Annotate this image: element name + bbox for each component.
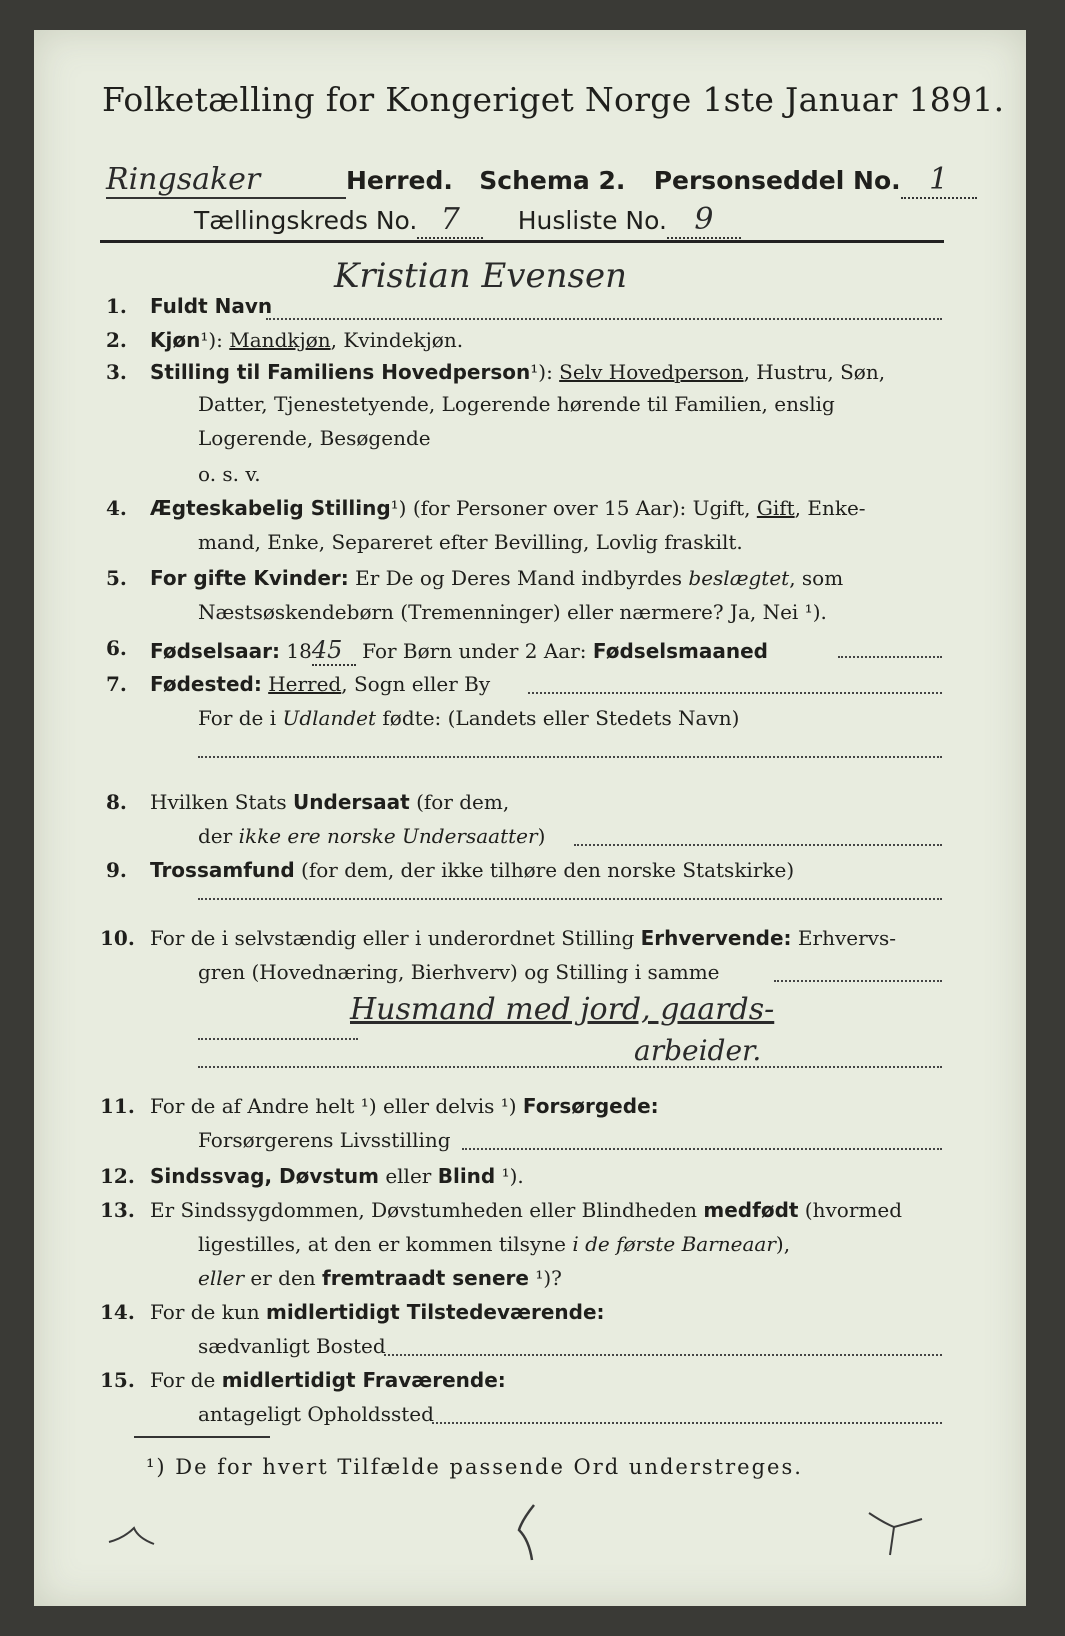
item-3-text-a: : <box>546 360 560 384</box>
herred-handwritten: Ringsaker <box>106 162 346 199</box>
item-7-line2-a: For de i <box>198 706 283 730</box>
item-15-dots <box>432 1422 942 1424</box>
item-4-number: 4. <box>106 496 127 520</box>
item-3-line3: Logerende, Besøgende <box>198 426 431 450</box>
item-9-dots <box>198 898 942 900</box>
item-2-text-a: : <box>216 328 230 352</box>
item-10-number: 10. <box>100 926 135 950</box>
item-7-label: Fødested: <box>150 672 262 696</box>
personseddel-number: 1 <box>901 162 977 199</box>
item-9-text-a: (for dem, der ikke tilhøre den norske Statskirke) <box>294 858 795 882</box>
item-4-sup: ¹) <box>390 496 407 520</box>
item-7-underlined: Herred <box>268 672 342 696</box>
item-5-text-b: , som <box>789 566 844 590</box>
item-2 <box>150 328 463 352</box>
item-13 <box>150 1198 902 1222</box>
item-13-line3 <box>198 1266 562 1290</box>
item-4-text-a: (for Personer over 15 Aar): Ugift, <box>406 496 757 520</box>
item-5-number: 5. <box>106 566 127 590</box>
item-2-number: 2. <box>106 328 127 352</box>
item-15-line2: antageligt Opholdssted <box>198 1402 434 1426</box>
husliste-label: Husliste No. <box>517 206 667 235</box>
item-5-line2: Næstsøskendebørn (Tremenninger) eller nærmere? Ja, Nei ¹). <box>198 600 827 624</box>
item-11-number: 11. <box>100 1094 135 1118</box>
item-12-text-a: eller <box>378 1164 438 1188</box>
item-13-line3-italic: eller <box>198 1266 245 1290</box>
item-12 <box>150 1164 524 1188</box>
item-2-text-b: , Kvindekjøn. <box>330 328 464 352</box>
item-8-label: Undersaat <box>293 790 410 814</box>
item-3-label: Stilling til Familiens Hovedperson <box>150 360 531 384</box>
item-4 <box>150 496 866 520</box>
item-13-label: medfødt <box>703 1198 799 1222</box>
kreds-label: Tællingskreds No. <box>194 206 418 235</box>
item-7-line2 <box>198 706 739 730</box>
item-10 <box>150 926 896 950</box>
header-herred-line <box>106 162 977 199</box>
item-4-underlined: Gift <box>756 496 795 520</box>
item-6-dots <box>838 656 942 658</box>
item-15-text-a: For de <box>150 1368 222 1392</box>
item-13-text-a: Er Sindssygdommen, Døvstumheden eller Blindheden <box>150 1198 704 1222</box>
item-11-text-a: For de af Andre helt ¹) eller delvis ¹) <box>150 1094 523 1118</box>
header-rule <box>100 240 944 243</box>
item-3-sup: ¹) <box>530 360 547 384</box>
item-12-text-b: ¹). <box>495 1164 524 1188</box>
item-5-text-a: Er De og Deres Mand indbyrdes <box>348 566 689 590</box>
pencil-mark-center <box>504 1500 554 1570</box>
item-11-dots <box>462 1148 942 1150</box>
item-11-line2: Forsørgerens Livsstilling <box>198 1128 451 1152</box>
item-10-text-a: For de i selvstændig eller i underordnet Stilling <box>150 926 641 950</box>
item-1-dots <box>266 318 942 320</box>
item-5 <box>150 566 843 590</box>
herred-label: Herred. <box>346 166 453 195</box>
occupation-handwritten-line1: Husmand med jord, gaards- <box>350 992 775 1027</box>
item-12-label2: Blind <box>437 1164 496 1188</box>
item-3-underlined: Selv Hovedperson <box>559 360 744 384</box>
item-13-number: 13. <box>100 1198 135 1222</box>
census-form-sheet <box>34 30 1026 1606</box>
item-7-dots <box>528 692 942 694</box>
item-2-sup: ¹) <box>200 328 217 352</box>
item-8-text-a: Hvilken Stats <box>150 790 294 814</box>
item-3-text-b: , Hustru, Søn, <box>743 360 886 384</box>
item-10-line2: gren (Hovednæring, Bierhverv) og Stilling i samme <box>198 960 720 984</box>
item-10-dots <box>774 980 942 982</box>
item-10-dots-3 <box>198 1066 942 1068</box>
item-8-dots <box>574 844 942 846</box>
item-9-number: 9. <box>106 858 127 882</box>
item-2-label: Kjøn <box>150 328 201 352</box>
pencil-mark-right <box>864 1505 934 1565</box>
item-3-line2: Datter, Tjenestetyende, Logerende hørende til Familien, enslig <box>198 392 835 416</box>
footnote: ¹) De for hvert Tilfælde passende Ord understreges. <box>146 1455 803 1479</box>
item-10-dots-2 <box>198 1038 358 1040</box>
item-15-label: midlertidigt Fraværende: <box>221 1368 506 1392</box>
item-4-label: Ægteskabelig Stilling <box>150 496 391 520</box>
item-8-line2-italic: ikke ere norske Undersaatter <box>238 824 538 848</box>
header-kreds-line <box>194 202 741 239</box>
item-13-line3-label: fremtraadt senere <box>322 1266 529 1290</box>
item-6-text-a: 18 <box>280 639 312 663</box>
item-14-number: 14. <box>100 1300 135 1324</box>
item-6-number: 6. <box>106 636 127 660</box>
item-7-dots-2 <box>198 756 942 758</box>
item-9-label: Trossamfund <box>150 858 295 882</box>
item-6-label2: Fødselsmaaned <box>592 639 768 663</box>
item-6-text-b: For Børn under 2 Aar: <box>355 639 593 663</box>
item-13-line2-b: ), <box>775 1232 791 1256</box>
kreds-number: 7 <box>417 202 483 239</box>
item-14 <box>150 1300 605 1324</box>
item-13-line2 <box>198 1232 790 1256</box>
occupation-handwritten-line2: arbeider. <box>634 1034 762 1067</box>
item-4-line2: mand, Enke, Separeret efter Bevilling, Lovlig fraskilt. <box>198 530 743 554</box>
full-name-handwritten: Kristian Evensen <box>334 256 628 296</box>
item-1-label: Fuldt Navn <box>150 294 273 318</box>
schema-label: Schema 2. <box>479 166 626 195</box>
item-3-number: 3. <box>106 360 127 384</box>
item-3-line4: o. s. v. <box>198 462 261 486</box>
item-13-line3-a: er den <box>244 1266 323 1290</box>
item-13-line3-b: ¹)? <box>528 1266 562 1290</box>
item-7-line2-italic: Udlandet <box>282 706 377 730</box>
item-10-text-b: Erhvervs- <box>791 926 896 950</box>
item-15-number: 15. <box>100 1368 135 1392</box>
birth-year-handwritten: 45 <box>312 636 356 666</box>
item-13-text-b: (hvormed <box>798 1198 902 1222</box>
item-3 <box>150 360 885 384</box>
item-7-line2-b: fødte: (Landets eller Stedets Navn) <box>376 706 740 730</box>
item-15 <box>150 1368 506 1392</box>
item-8-line2-a: der <box>198 824 239 848</box>
item-1 <box>150 294 272 318</box>
item-6 <box>150 636 768 666</box>
item-10-label: Erhvervende: <box>640 926 792 950</box>
item-7-text-b: , Sogn eller By <box>341 672 491 696</box>
item-14-text-a: For de kun <box>150 1300 266 1324</box>
item-8-text-b: (for dem, <box>409 790 510 814</box>
item-11-label: Forsørgede: <box>522 1094 659 1118</box>
item-12-number: 12. <box>100 1164 135 1188</box>
footnote-rule <box>134 1436 270 1438</box>
item-4-text-b: , Enke- <box>794 496 866 520</box>
item-6-label: Fødselsaar: <box>150 639 280 663</box>
item-13-line2-a: ligestilles, at den er kommen tilsyne <box>198 1232 573 1256</box>
item-2-underlined: Mandkjøn <box>229 328 331 352</box>
item-13-line2-italic: i de første Barneaar <box>572 1232 776 1256</box>
item-14-dots <box>384 1354 942 1356</box>
form-title: Folketælling for Kongeriget Norge 1ste Januar 1891. <box>102 80 1005 119</box>
personseddel-label: Personseddel No. <box>653 166 901 195</box>
item-5-label: For gifte Kvinder: <box>150 566 349 590</box>
item-8-line2 <box>198 824 545 848</box>
husliste-number: 9 <box>667 202 741 239</box>
item-9 <box>150 858 794 882</box>
item-11 <box>150 1094 659 1118</box>
item-8-number: 8. <box>106 790 127 814</box>
item-12-label: Sindssvag, Døvstum <box>150 1164 379 1188</box>
item-8-line2-b: ) <box>537 824 546 848</box>
item-8 <box>150 790 509 814</box>
item-1-number: 1. <box>106 294 127 318</box>
item-5-italic: beslægtet <box>688 566 790 590</box>
item-7-number: 7. <box>106 672 127 696</box>
item-7 <box>150 672 490 696</box>
pencil-mark-left <box>104 1510 204 1550</box>
item-14-line2: sædvanligt Bosted <box>198 1334 386 1358</box>
item-14-label: midlertidigt Tilstedeværende: <box>265 1300 605 1324</box>
